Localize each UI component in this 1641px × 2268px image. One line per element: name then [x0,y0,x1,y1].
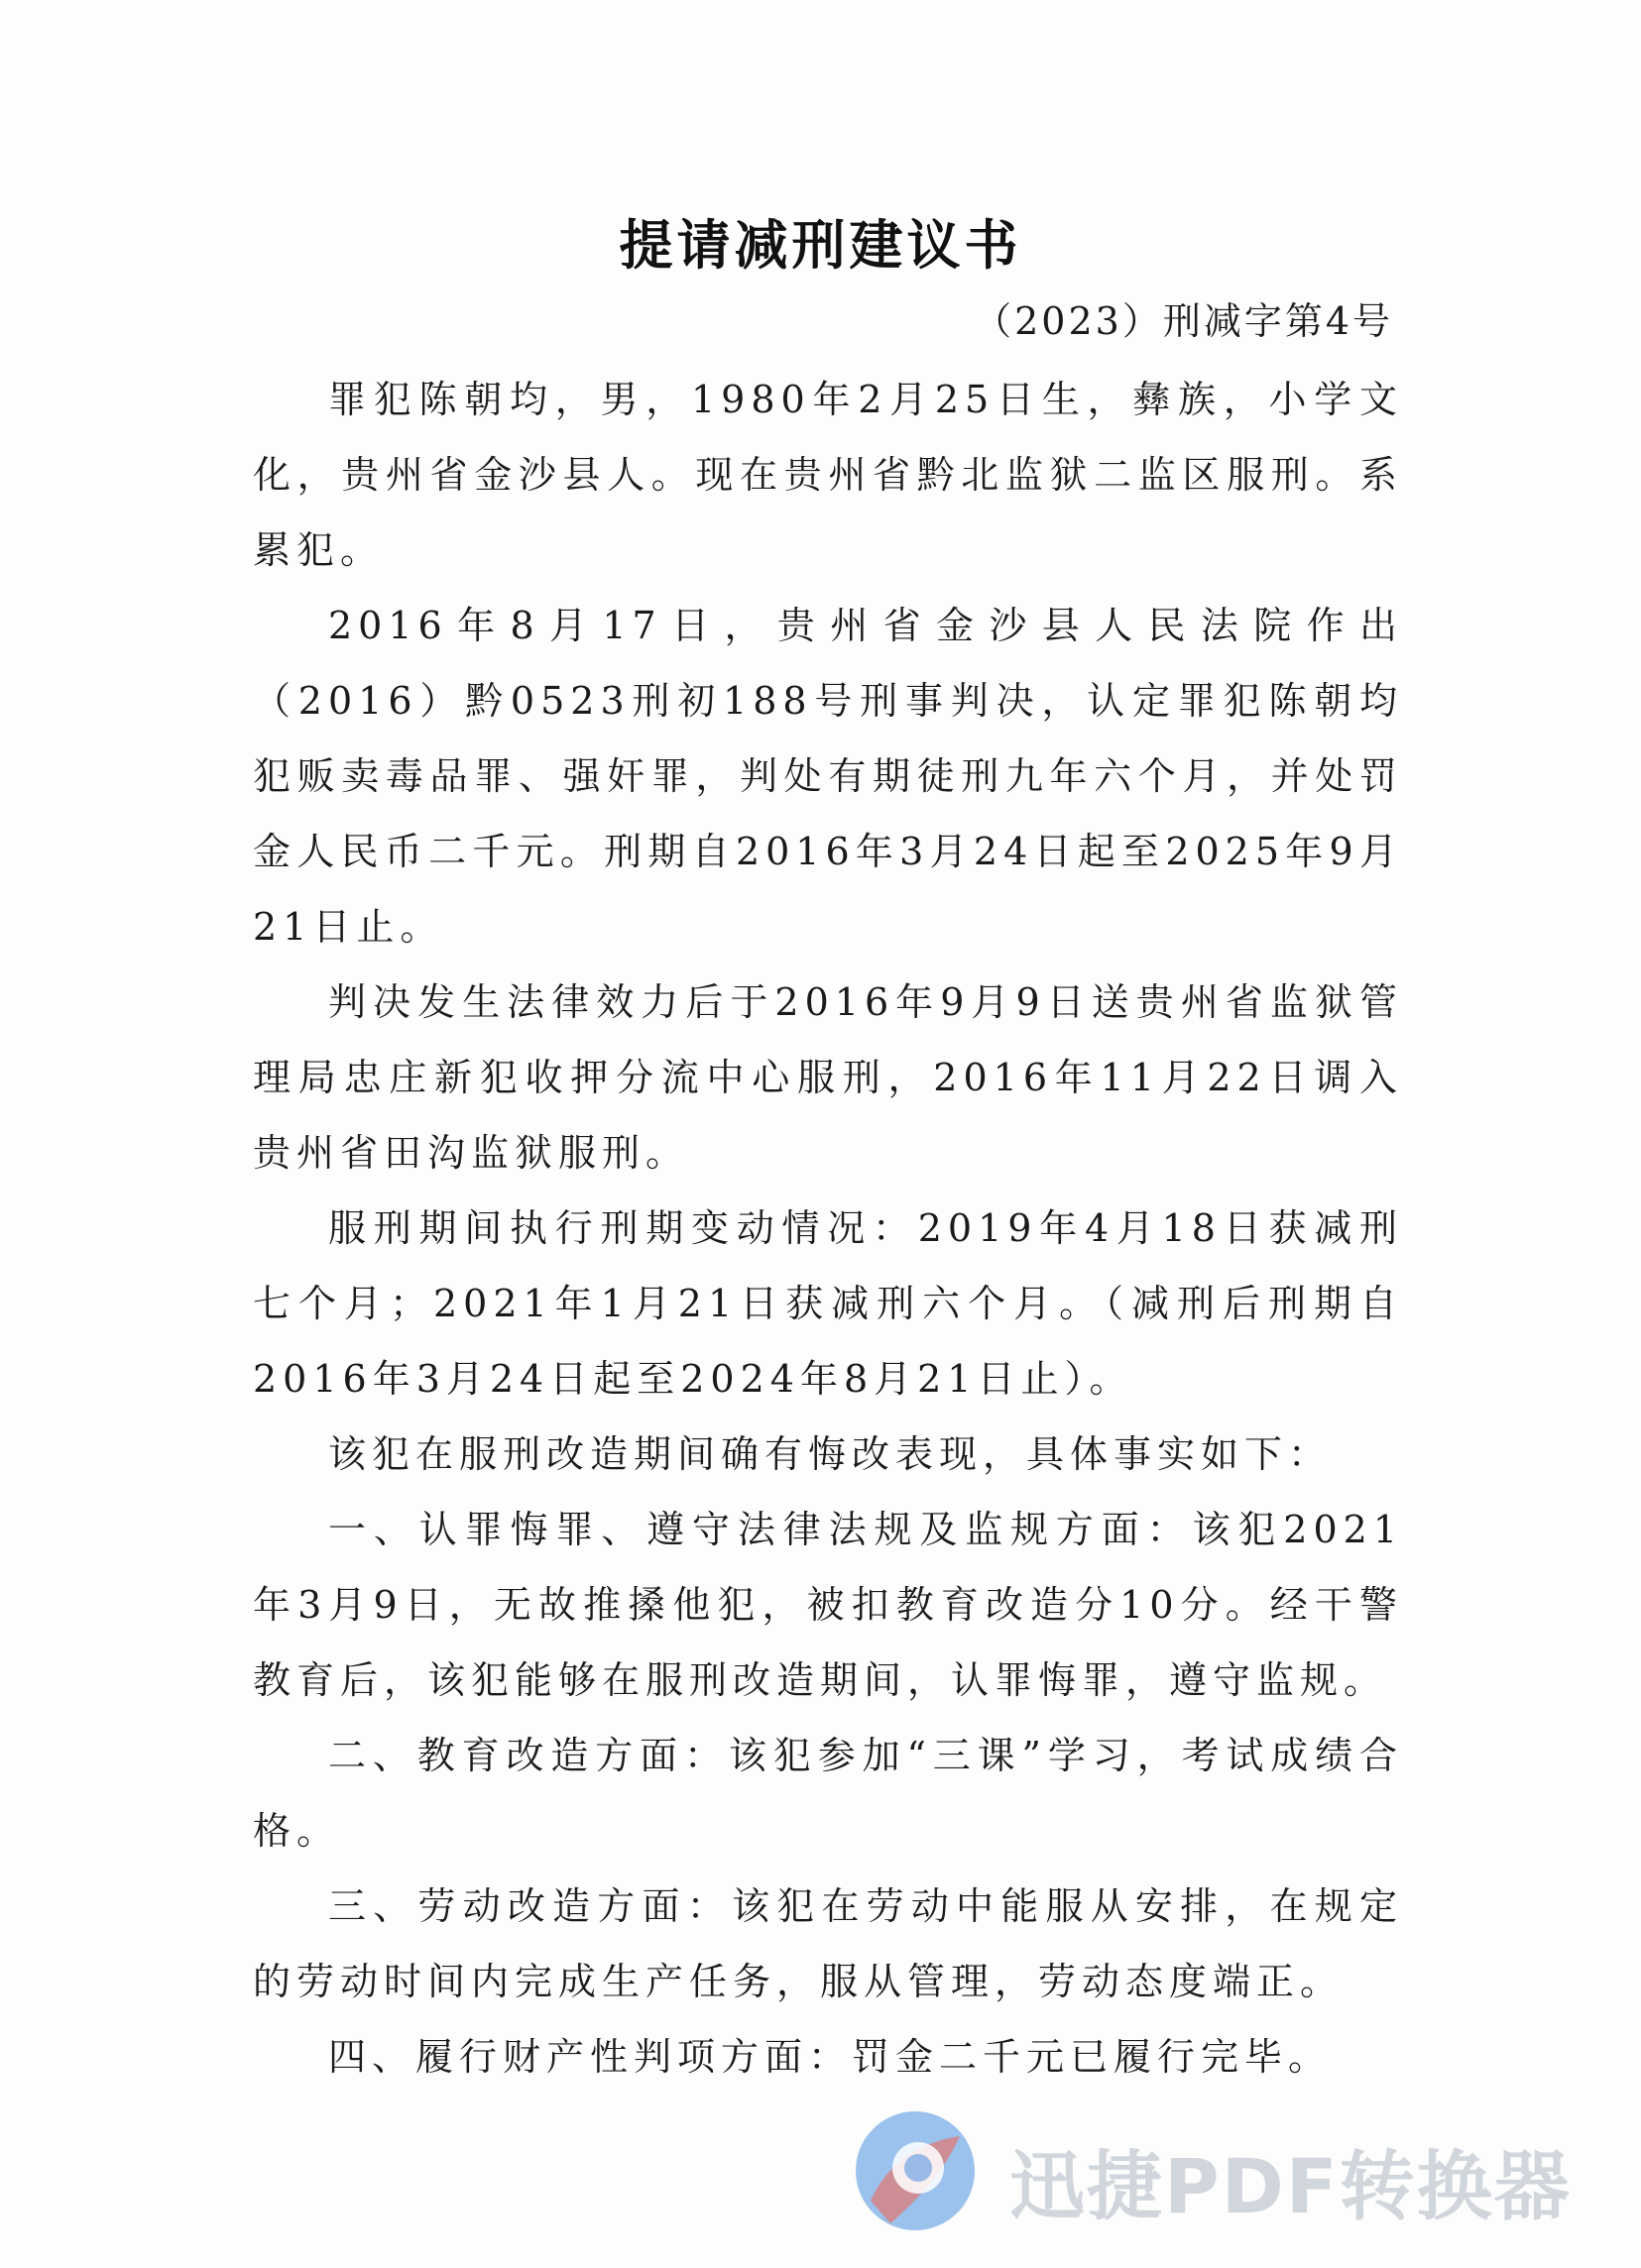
watermark-text: 迅捷PDF转换器 [1009,2142,1572,2230]
document-title: 提请减刑建议书 [619,214,1022,277]
paragraph-item-two: 二、教育改造方面：该犯参加“三课”学习，考试成绩合格。 [253,1734,1403,1853]
paragraph-criminal-info: 罪犯陈朝均，男，1980年2月25日生，彝族，小学文化，贵州省金沙县人。现在贵州省黔北监狱二监区服刑。系累犯。 [253,378,1403,572]
document-body [253,362,1403,2095]
xunjie-logo-icon [851,2106,980,2235]
document-number: （2023）刑减字第4号 [974,299,1393,343]
paragraph-custody-transfer: 判决发生法律效力后于2016年9月9日送贵州省监狱管理局忠庄新犯收押分流中心服刑，2016年11月22日调入贵州省田沟监狱服刑。 [253,980,1403,1175]
paragraph-item-four: 四、履行财产性判项方面：罚金二千元已履行完毕。 [328,2035,1333,2079]
paragraph-judgment: 2016年8月17日，贵州省金沙县人民法院作出（2016）黔0523刑初188号刑事判决，认定罪犯陈朝均犯贩卖毒品罪、强奸罪，判处有期徒刑九年六个月，并处罚金人民币二千元。刑期自2016年3月24日起至2025年9月21日止。 [253,604,1403,949]
paragraph-item-three: 三、劳动改造方面：该犯在劳动中能服从安排，在规定的劳动时间内完成生产任务，服从管理，劳动态度端正。 [253,1884,1403,2003]
paragraph-sentence-changes: 服刑期间执行刑期变动情况：2019年4月18日获减刑七个月；2021年1月21日获减刑六个月。（减刑后刑期自2016年3月24日起至2024年8月21日止）。 [253,1206,1403,1401]
paragraph-repentance-intro: 该犯在服刑改造期间确有悔改表现，具体事实如下： [328,1432,1333,1476]
paragraph-item-one: 一、认罪悔罪、遵守法律法规及监规方面：该犯2021年3月9日，无故推搡他犯，被扣教育改造分10分。经干警教育后，该犯能够在服刑改造期间，认罪悔罪，遵守监规。 [253,1508,1403,1702]
watermark [851,2106,1604,2245]
